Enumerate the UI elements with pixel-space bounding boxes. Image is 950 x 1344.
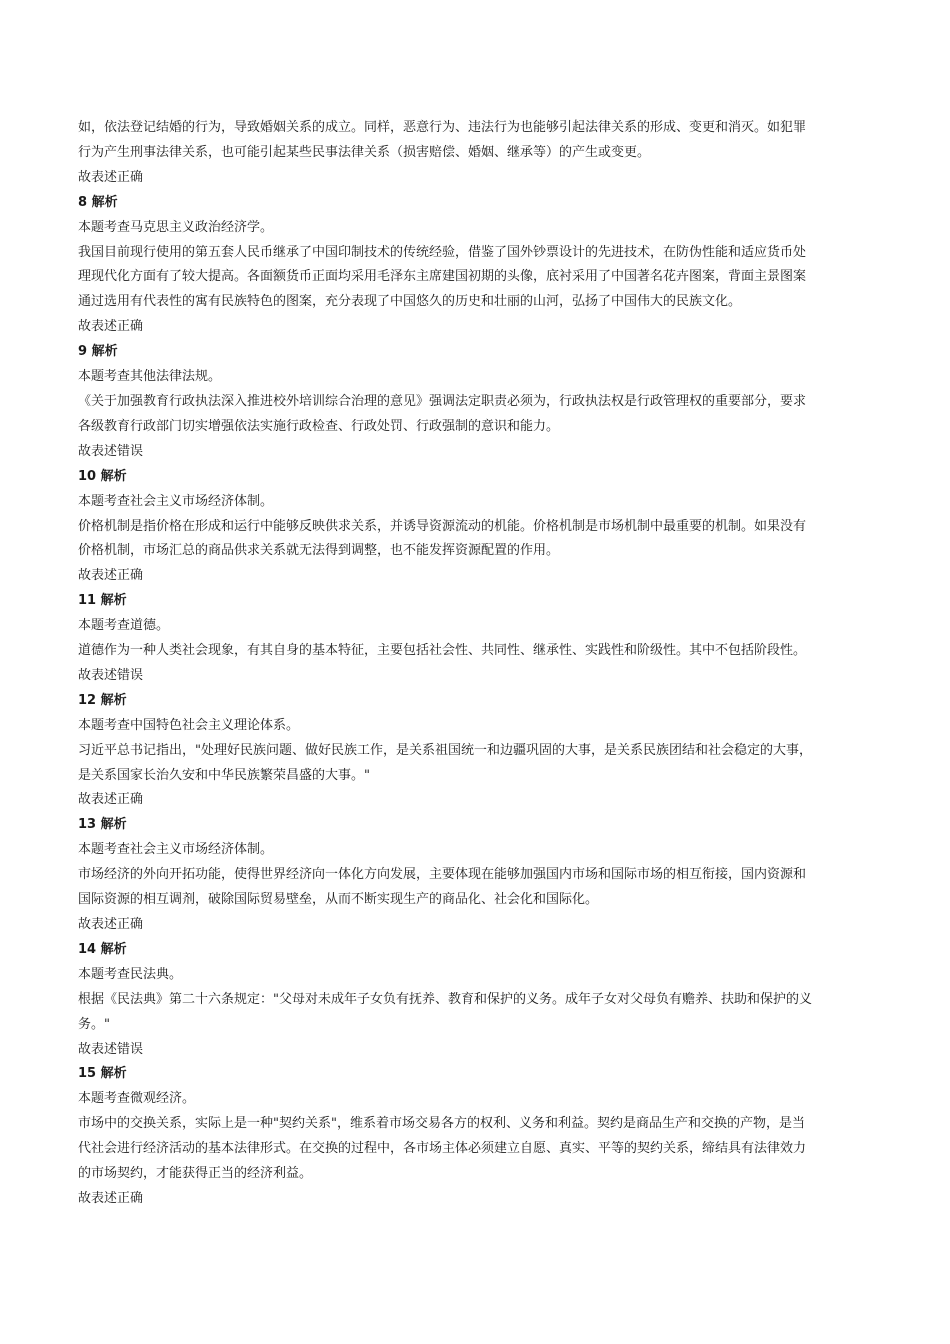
answer-conclusion: 故表述正确 [78, 792, 144, 808]
answer-text-line: 理现代化方面有了较大提高。各面额货币正面均采用毛泽东主席建国初期的头像，底衬采用了中国著名花卉图案，背面主景图案 [78, 269, 807, 285]
answer-item-11 [78, 589, 886, 689]
answer-text-line: 务。" [78, 1016, 110, 1032]
answer-item-14 [78, 938, 886, 1063]
intro-conclusion: 故表述正确 [78, 169, 144, 185]
intro-line-2: 行为产生刑事法律关系，也可能引起某些民事法律关系（损害赔偿、婚姻、继承等）的产生或变更。 [78, 144, 651, 160]
answer-topic: 本题考查中国特色社会主义理论体系。 [78, 717, 300, 733]
answer-item-8 [78, 191, 886, 340]
answer-heading: 15 解析 [78, 1066, 127, 1082]
intro-line-1: 如，依法登记结婚的行为，导致婚姻关系的成立。同样，恶意行为、违法行为也能够引起法律关系的形成、变更和消灭。如犯罪 [78, 120, 807, 135]
answer-item-9 [78, 340, 886, 465]
answer-text-line: 市场中的交换关系，实际上是一种"契约关系"，维系着市场交易各方的权利、义务和利益。契约是商品生产和交换的产物，是当 [78, 1116, 805, 1132]
answer-heading: 14 解析 [78, 941, 127, 957]
answer-text-line: 我国目前现行使用的第五套人民币继承了中国印制技术的传统经验，借鉴了国外钞票设计的先进技术，在防伪性能和适应货币处 [78, 244, 807, 260]
answer-topic: 本题考查微观经济。 [78, 1091, 196, 1107]
answer-text-line: 价格机制，市场汇总的商品供求关系就无法得到调整，也不能发挥资源配置的作用。 [78, 543, 560, 559]
document-page [78, 116, 886, 1212]
answer-heading: 9 解析 [78, 344, 118, 360]
answer-heading: 12 解析 [78, 692, 127, 708]
answer-item-10 [78, 465, 886, 590]
answer-topic: 本题考查马克思主义政治经济学。 [78, 219, 274, 235]
answer-text-line: 《关于加强教育行政执法深入推进校外培训综合治理的意见》强调法定职责必须为，行政执法权是行政管理权的重要部分，要求 [78, 393, 807, 409]
answer-text-line: 市场经济的外向开拓功能，使得世界经济向一体化方向发展，主要体现在能够加强国内市场和国际市场的相互衔接，国内资源和 [78, 867, 807, 883]
answer-conclusion: 故表述错误 [78, 667, 144, 683]
answer-topic: 本题考查社会主义市场经济体制。 [78, 493, 274, 509]
answer-conclusion: 故表述正确 [78, 917, 144, 932]
answer-heading: 10 解析 [78, 468, 127, 484]
answer-text-line: 价格机制是指价格在形成和运行中能够反映供求关系，并诱导资源流动的机能。价格机制是市场机制中最重要的机制。如果没有 [78, 518, 807, 534]
answer-heading: 13 解析 [78, 817, 127, 833]
answer-text-line: 是关系国家长治久安和中华民族繁荣昌盛的大事。" [78, 767, 370, 783]
answer-text-line: 各级教育行政部门切实增强依法实施行政检查、行政处罚、行政强制的意识和能力。 [78, 418, 560, 434]
answer-heading: 11 解析 [78, 593, 127, 609]
answer-conclusion: 故表述正确 [78, 1190, 144, 1206]
answer-heading: 8 解析 [78, 194, 118, 210]
answer-text-line: 的市场契约，才能获得正当的经济利益。 [78, 1166, 313, 1182]
answer-topic: 本题考查社会主义市场经济体制。 [78, 842, 274, 858]
answer-text-line: 国际资源的相互调剂，破除国际贸易壁垒，从而不断实现生产的商品化、社会化和国际化。 [78, 892, 599, 908]
answer-text-line: 代社会进行经济活动的基本法律形式。在交换的过程中，各市场主体必须建立自愿、真实、平等的契约关系，缔结具有法律效力 [78, 1141, 807, 1157]
answer-text-line: 道德作为一种人类社会现象，有其自身的基本特征，主要包括社会性、共同性、继承性、实践性和阶级性。其中不包括阶段性。 [78, 643, 807, 659]
answer-conclusion: 故表述正确 [78, 319, 144, 335]
answer-topic: 本题考查道德。 [78, 618, 170, 634]
answer-topic: 本题考查其他法律法规。 [78, 369, 222, 385]
answer-item-13 [78, 813, 886, 938]
answer-conclusion: 故表述正确 [78, 568, 144, 584]
answer-topic: 本题考查民法典。 [78, 966, 183, 982]
answer-conclusion: 故表述错误 [78, 443, 144, 459]
answer-text-line: 根据《民法典》第二十六条规定："父母对未成年子女负有抚养、教育和保护的义务。成年子女对父母负有赡养、扶助和保护的义 [78, 991, 812, 1007]
answer-text-line: 通过选用有代表性的寓有民族特色的图案，充分表现了中国悠久的历史和壮丽的山河，弘扬了中国伟大的民族文化。 [78, 294, 742, 310]
answer-conclusion: 故表述错误 [78, 1041, 144, 1057]
answer-item-15 [78, 1062, 886, 1211]
answer-item-12 [78, 689, 886, 814]
answer-text-line: 习近平总书记指出，"处理好民族问题、做好民族工作，是关系祖国统一和边疆巩固的大事，是关系民族团结和社会稳定的大事， [78, 742, 812, 758]
